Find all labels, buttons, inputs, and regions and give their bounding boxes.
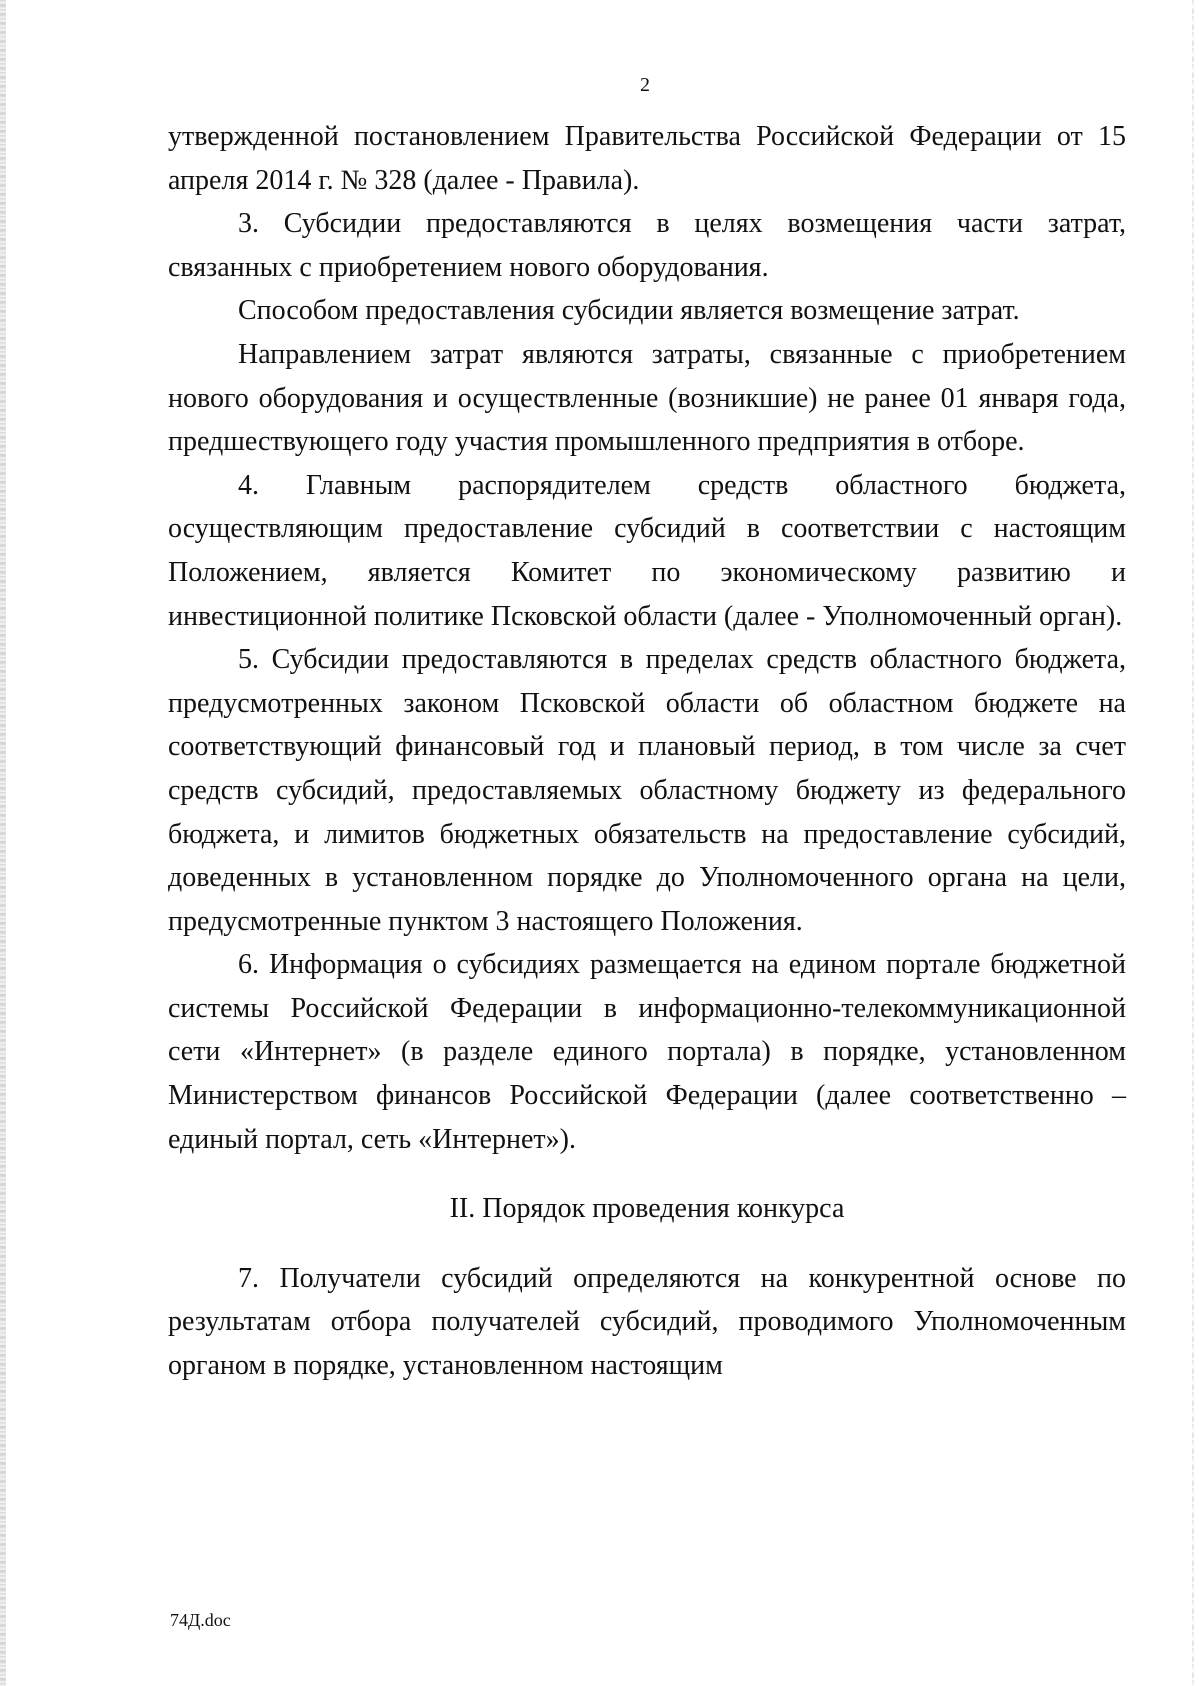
page-number: 2 <box>640 74 650 96</box>
paragraph-5: 5. Субсидии предоставляются в пределах средств областного бюджета, предусмотренных законом Псковской области об областном бюджете на соответствующий финансовый год и плановый период, в том числе за счет средств субсидий, предоставляемых областному бюджету из федерального бюджета, и лимитов бюджетных обязательств на предоставление субсидий, доведенных в установленном порядке до Уполномоченного органа на цели, предусмотренные пунктом 3 настоящего Положения. <box>168 644 1126 937</box>
paragraph-6: 6. Информация о субсидиях размещается на едином портале бюджетной системы Российской Федерации в информационно-телекоммуникационной сети «Интернет» (в разделе единого портала) в порядке, установленном Министерством финансов Российской Федерации (далее соответственно – единый портал, сеть «Интернет»). <box>168 949 1126 1155</box>
paragraph-continuation: утвержденной постановлением Правительства Российской Федерации от 15 апреля 2014 г. № 328 (далее - Правила). <box>168 121 1126 196</box>
document-body <box>168 115 1126 1388</box>
paragraph-3-method: Способом предоставления субсидии является возмещение затрат. <box>238 295 1020 327</box>
scan-edge-left <box>0 0 6 1686</box>
paragraph-3-direction: Направлением затрат являются затраты, связанные с приобретением нового оборудования и осуществленные (возникшие) не ранее 01 января года, предшествующего году участия промышленного предприятия в отборе. <box>168 338 1126 458</box>
footer-filename: 74Д.doc <box>170 1610 231 1630</box>
paragraph-4: 4. Главным распорядителем средств областного бюджета, осуществляющим предоставление субсидий в соответствии с настоящим Положением, является Комитет по экономическому развитию и инвестиционной политике Псковской области (далее - Уполномоченный орган). <box>168 469 1126 632</box>
paragraph-7: 7. Получатели субсидий определяются на конкурентной основе по результатам отбора получателей субсидий, проводимого Уполномоченным органом в порядке, установленном настоящим <box>168 1262 1126 1382</box>
scan-edge-right <box>1192 0 1194 1686</box>
section-heading: II. Порядок проведения конкурса <box>449 1193 845 1225</box>
paragraph-3: 3. Субсидии предоставляются в целях возмещения части затрат, связанных с приобретением нового оборудования. <box>168 208 1126 283</box>
